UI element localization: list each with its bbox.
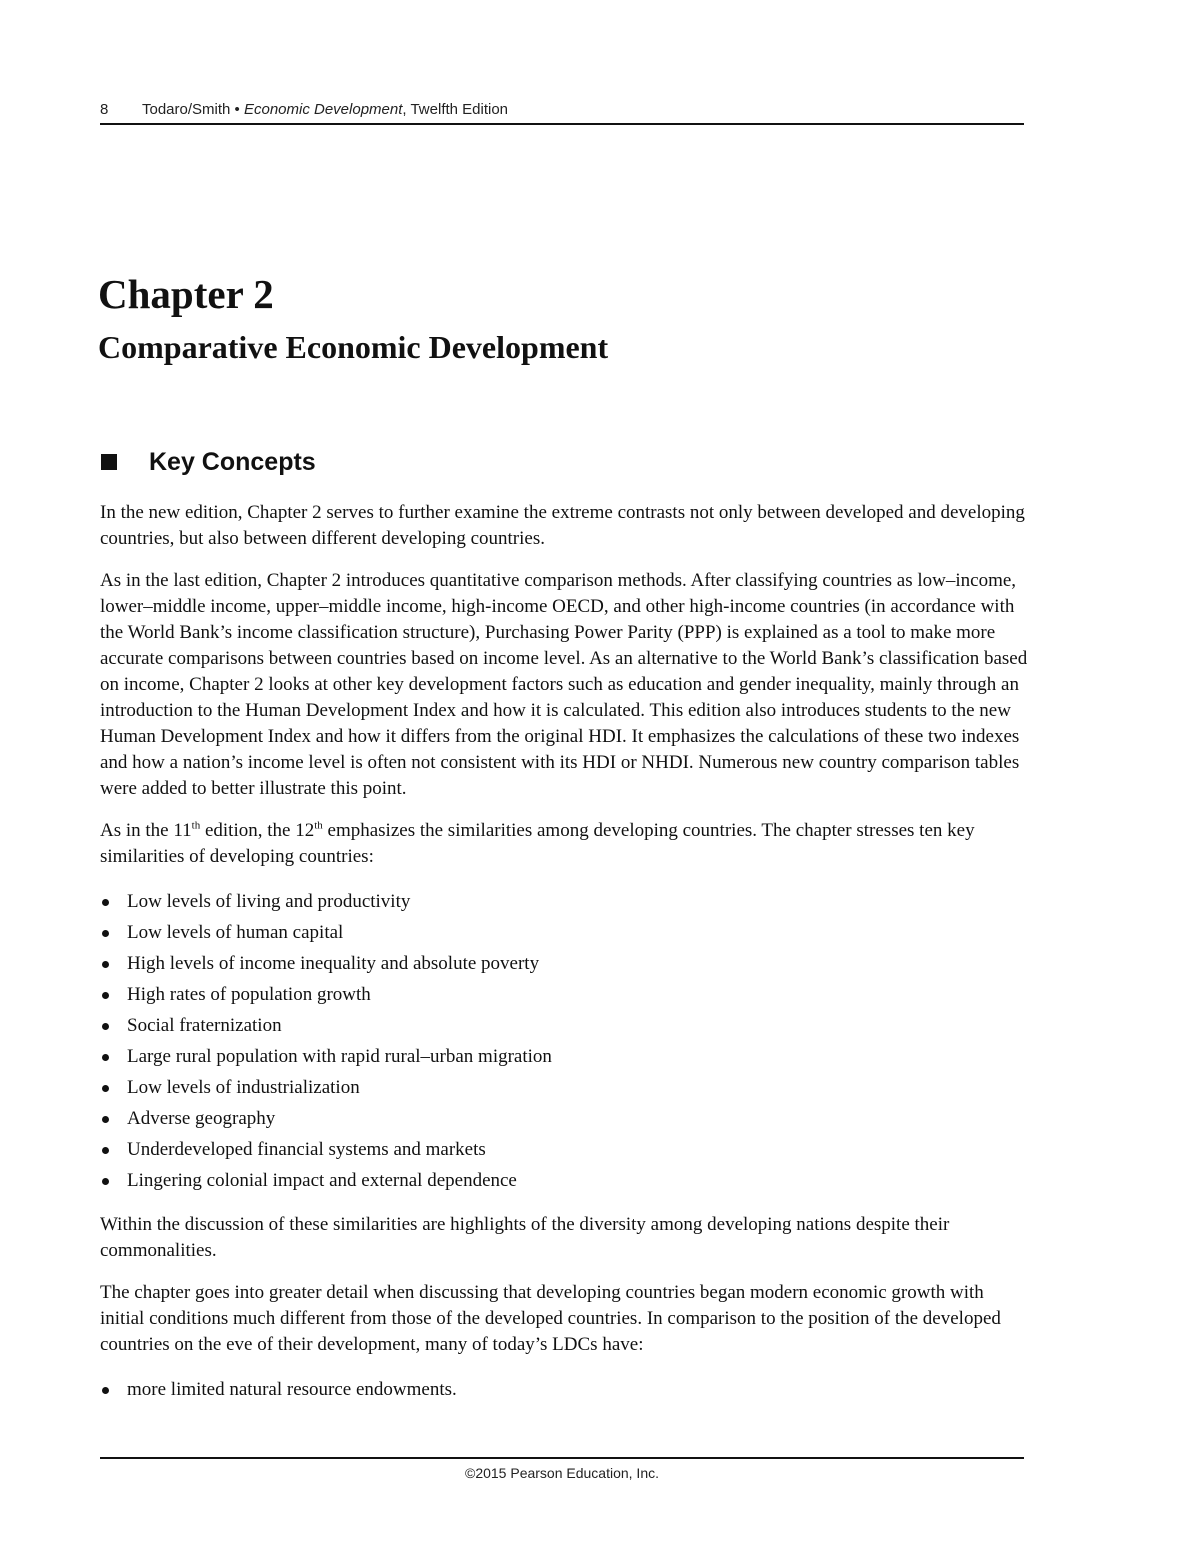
bullet-icon <box>102 1387 109 1394</box>
section-heading-text: Key Concepts <box>149 448 316 476</box>
paragraph-comparison-methods: As in the last edition, Chapter 2 introduces quantitative comparison methods. After classifying countries as low–income, lower–middle income, upper–middle income, high-income OECD, and other high-income countries (in accordance with the World Bank’s income classification structure), Purchasing Power Parity (PPP) is explained as a tool to make more accurate comparisons between countries based on income level. As an alternative to the World Bank’s classification based on income, Chapter 2 looks at other key development factors such as education and gender inequality, mainly through an introduction to the Human Development Index and how it is calculated. This edition also introduces students to the new Human Development Index and how it differs from the original HDI. It emphasizes the calculations of these two indexes and how a nation’s income level is often not consistent with its HDI or NHDI. Numerous new country comparison tables were added to better illustrate this point. <box>100 570 1028 799</box>
p3-part3: emphasizes the similarities among developing countries. The chapter stresses ten key similarities of developing countries: <box>100 820 975 867</box>
header-book-title: Economic Development <box>243 101 403 118</box>
running-header <box>100 100 1024 120</box>
bullet-icon <box>102 1085 109 1092</box>
paragraph-initial-conditions: The chapter goes into greater detail when discussing that developing countries began modern economic growth with initial conditions much different from those of the developed countries. In comparison to the position of the developed countries on the eve of their development, many of today’s LDCs have: <box>100 1282 1001 1355</box>
header-authors: Todaro/Smith <box>142 101 231 118</box>
paragraph-diversity: Within the discussion of these similarities are highlights of the diversity among developing nations despite their commonalities. <box>100 1214 950 1261</box>
list-item: Large rural population with rapid rural–urban migration <box>100 1041 1030 1072</box>
p3-part1: As in the 11 <box>100 820 192 841</box>
list-item: Low levels of human capital <box>100 917 1030 948</box>
list-item: Adverse geography <box>100 1103 1030 1134</box>
section-heading <box>100 446 316 478</box>
list-item: Low levels of living and productivity <box>100 886 1030 917</box>
bullet-icon <box>102 930 109 937</box>
body-text <box>100 500 1030 1421</box>
list-item: Social fraternization <box>100 1010 1030 1041</box>
chapter-title: Comparative Economic Development <box>98 329 609 365</box>
bullet-icon <box>102 899 109 906</box>
p3-sup1: th <box>191 819 201 832</box>
p3-part2: edition, the 12 <box>200 820 315 841</box>
footer-rule <box>100 1457 1024 1459</box>
bullet-icon <box>102 992 109 999</box>
bullet-icon <box>102 1023 109 1030</box>
bullet-icon <box>102 961 109 968</box>
bullet-icon <box>102 1054 109 1061</box>
list-item: Underdeveloped financial systems and markets <box>100 1134 1030 1165</box>
list-item: more limited natural resource endowments. <box>100 1374 1030 1405</box>
list-item: Lingering colonial impact and external dependence <box>100 1165 1030 1196</box>
header-separator: • <box>234 101 240 118</box>
paragraph-intro: In the new edition, Chapter 2 serves to further examine the extreme contrasts not only between developed and developing countries, but also between different developing countries. <box>100 502 1025 549</box>
initial-conditions-list <box>100 1374 1030 1405</box>
chapter-label: Chapter 2 <box>98 271 274 317</box>
list-item: High levels of income inequality and absolute poverty <box>100 948 1030 979</box>
bullet-icon <box>102 1147 109 1154</box>
square-bullet-icon <box>101 454 117 470</box>
similarities-list <box>100 886 1030 1196</box>
header-rule <box>100 123 1024 125</box>
list-item: High rates of population growth <box>100 979 1030 1010</box>
page-number: 8 <box>100 101 109 118</box>
list-item: Low levels of industrialization <box>100 1072 1030 1103</box>
bullet-icon <box>102 1116 109 1123</box>
header-edition: , Twelfth Edition <box>402 101 509 118</box>
footer-copyright: ©2015 Pearson Education, Inc. <box>465 1465 659 1481</box>
paragraph-similarities-intro <box>100 818 1030 870</box>
bullet-icon <box>102 1178 109 1185</box>
p3-sup2: th <box>314 819 323 832</box>
